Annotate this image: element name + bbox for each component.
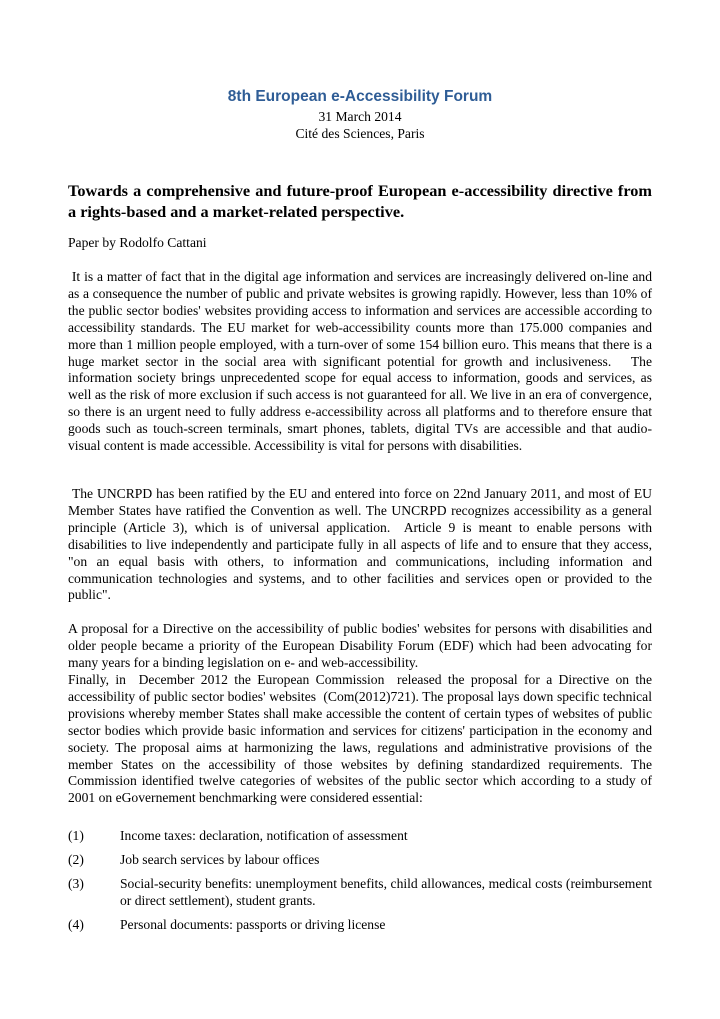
body-paragraph-3: A proposal for a Directive on the accessibility of public bodies' websites for persons with disabilities and older people became a priority of the European Disability Forum (EDF) which had been advocating for many years for a binding legislation on e- and web-accessibility. xyxy=(68,621,652,670)
paper-author: Paper by Rodolfo Cattani xyxy=(68,235,207,250)
list-item-text: Social-security benefits: unemployment benefits, child allowances, medical costs (reimbursement or direct settlement), student grants. xyxy=(120,875,652,908)
body-paragraph-4: Finally, in December 2012 the European Commission released the proposal for a Directive on the accessibility of public sector bodies' websites (Com(2012)721). The proposal lays down specific technical provisions whereby member States shall make accessible the content of certain types of websites of public sector bodies which provide basic information and services for citizens' participation in the economy and society. The proposal aims at harmonizing the laws, regulations and administrative provisions of the member States on the accessibility of those websites by defining standardized requirements. The Commission identified twelve categories of websites of the public sector which according to a study of 2001 on eGovernement benchmarking were considered essential: xyxy=(68,672,656,806)
body-paragraph-1: It is a matter of fact that in the digital age information and services are increasingly delivered on-line and as a consequence the number of public and private websites is growing rapidly. However, less than 10% of the public sector bodies' websites providing access to information and services are accessible according to accessibility standards. The EU market for web-accessibility counts more than 175.000 companies and more than 1 million people employed, with a turn-over of some 154 billion euro. This means that there is a huge market sector in the social area with significant potential for growth and inclusiveness. The information society brings unprecedented scope for equal access to information, goods and services, as well as the risk of more exclusion if such access is not guaranteed for all. We live in an era of convergence, so there is an urgent need to fully address e-accessibility across all platforms and to therefore ensure that goods such as touch-screen terminals, smart phones, tablets, digital TVs are accessible and that audio-visual content is made accessible. Accessibility is vital for persons with disabilities. xyxy=(68,269,656,454)
document-header xyxy=(0,86,720,142)
list-item-number: (4) xyxy=(68,916,84,932)
list-item-number: (3) xyxy=(68,875,84,891)
list-item-text: Income taxes: declaration, notification of assessment xyxy=(120,828,408,843)
event-date: 31 March 2014 xyxy=(318,109,402,124)
list-item xyxy=(68,917,652,934)
website-categories-list xyxy=(68,828,652,941)
paper-title: Towards a comprehensive and future-proof European e-accessibility directive from a rights-based and a market-related perspective. xyxy=(68,181,652,221)
event-venue: Cité des Sciences, Paris xyxy=(295,126,425,141)
list-item-text: Personal documents: passports or driving license xyxy=(120,916,386,932)
list-item-number: (2) xyxy=(68,851,84,867)
list-item-number: (1) xyxy=(68,828,84,843)
list-item xyxy=(68,852,652,869)
list-item xyxy=(68,876,652,910)
forum-title: 8th European e-Accessibility Forum xyxy=(227,88,493,105)
list-item-text: Job search services by labour offices xyxy=(120,851,320,867)
list-item xyxy=(68,828,652,845)
body-paragraph-2: The UNCRPD has been ratified by the EU and entered into force on 22nd January 2011, and most of EU Member States have ratified the Convention as well. The UNCRPD recognizes accessibility as a general principle (Article 3), which is of universal application. Article 9 is meant to enable persons with disabilities to live independently and participate fully in all aspects of life and to ensure that they access, "on an equal basis with others, to information and communications, including information and communication technologies and systems, and to other facilities and services open or provided to the public". xyxy=(68,486,656,603)
